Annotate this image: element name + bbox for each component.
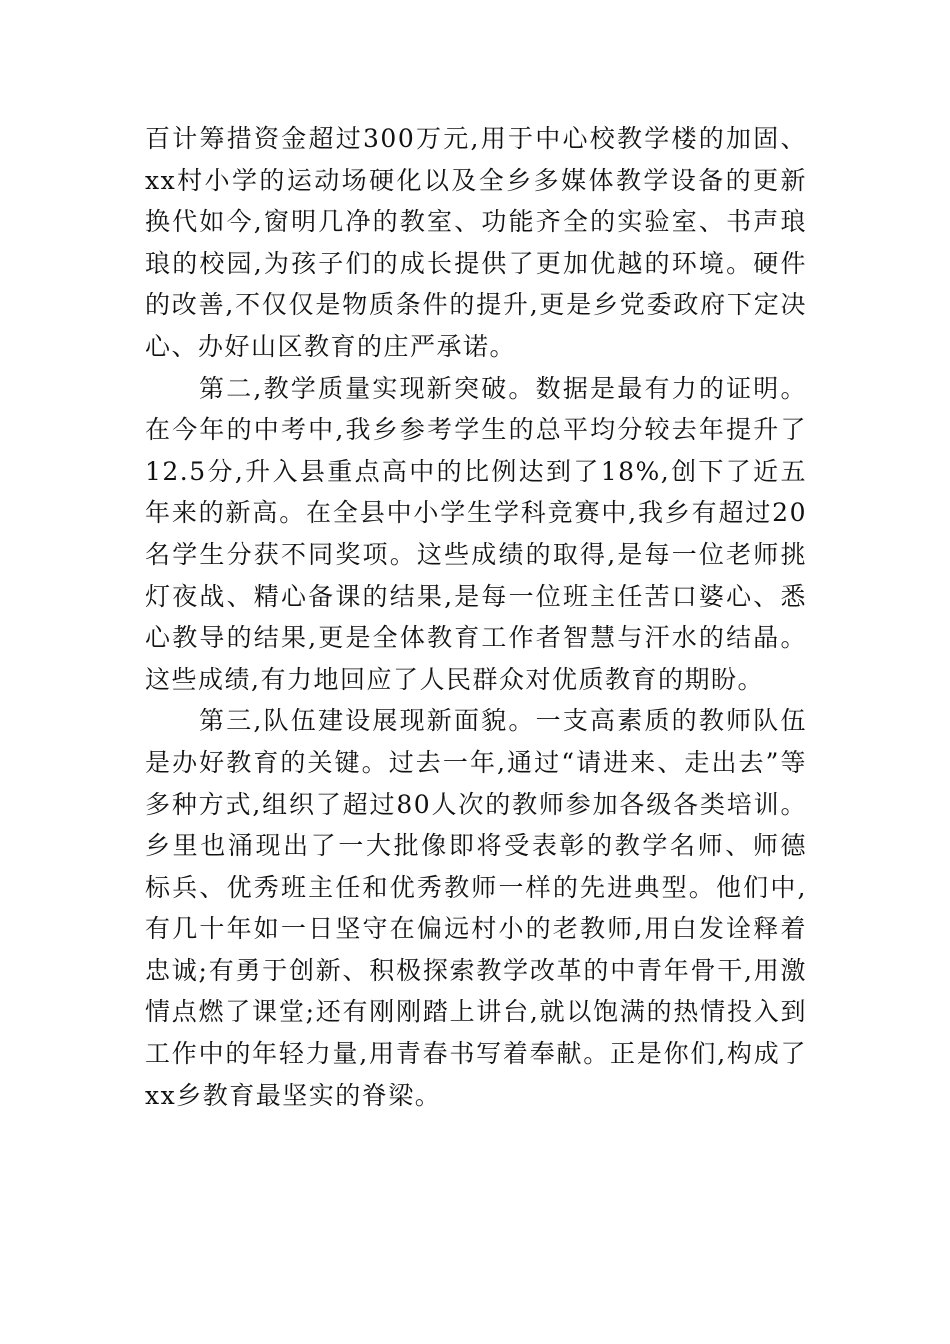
- paragraph-teaching-quality: 第二,教学质量实现新突破。数据是最有力的证明。在今年的中考中,我乡参考学生的总平均分较去年提升了12.5分,升入县重点高中的比例达到了18%,创下了近五年来的新高。在全县中小学生学科竞赛中,我乡有超过20名学生分获不同奖项。这些成绩的取得,是每一位老师挑灯夜战、精心备课的结果,是每一位班主任苦口婆心、悉心教导的结果,更是全体教育工作者智慧与汗水的结晶。这些成绩,有力地回应了人民群众对优质教育的期盼。: [145, 373, 807, 694]
- document-body: [145, 118, 807, 1116]
- paragraph-continuation: 百计筹措资金超过300万元,用于中心校教学楼的加固、xx村小学的运动场硬化以及全乡多媒体教学设备的更新换代如今,窗明几净的教室、功能齐全的实验室、书声琅琅的校园,为孩子们的成长提供了更加优越的环境。硬件的改善,不仅仅是物质条件的提升,更是乡党委政府下定决心、办好山区教育的庄严承诺。: [145, 124, 807, 361]
- paragraph-team-building: 第三,队伍建设展现新面貌。一支高素质的教师队伍是办好教育的关键。过去一年,通过“请进来、走出去”等多种方式,组织了超过80人次的教师参加各级各类培训。乡里也涌现出了一大批像即将受表彰的教学名师、师德标兵、优秀班主任和优秀教师一样的先进典型。他们中,有几十年如一日坚守在偏远村小的老教师,用白发诠释着忠诚;有勇于创新、积极探索教学改革的中青年骨干,用激情点燃了课堂;还有刚刚踏上讲台,就以饱满的热情投入到工作中的年轻力量,用青春书写着奉献。正是你们,构成了xx乡教育最坚实的脊梁。: [145, 706, 807, 1110]
